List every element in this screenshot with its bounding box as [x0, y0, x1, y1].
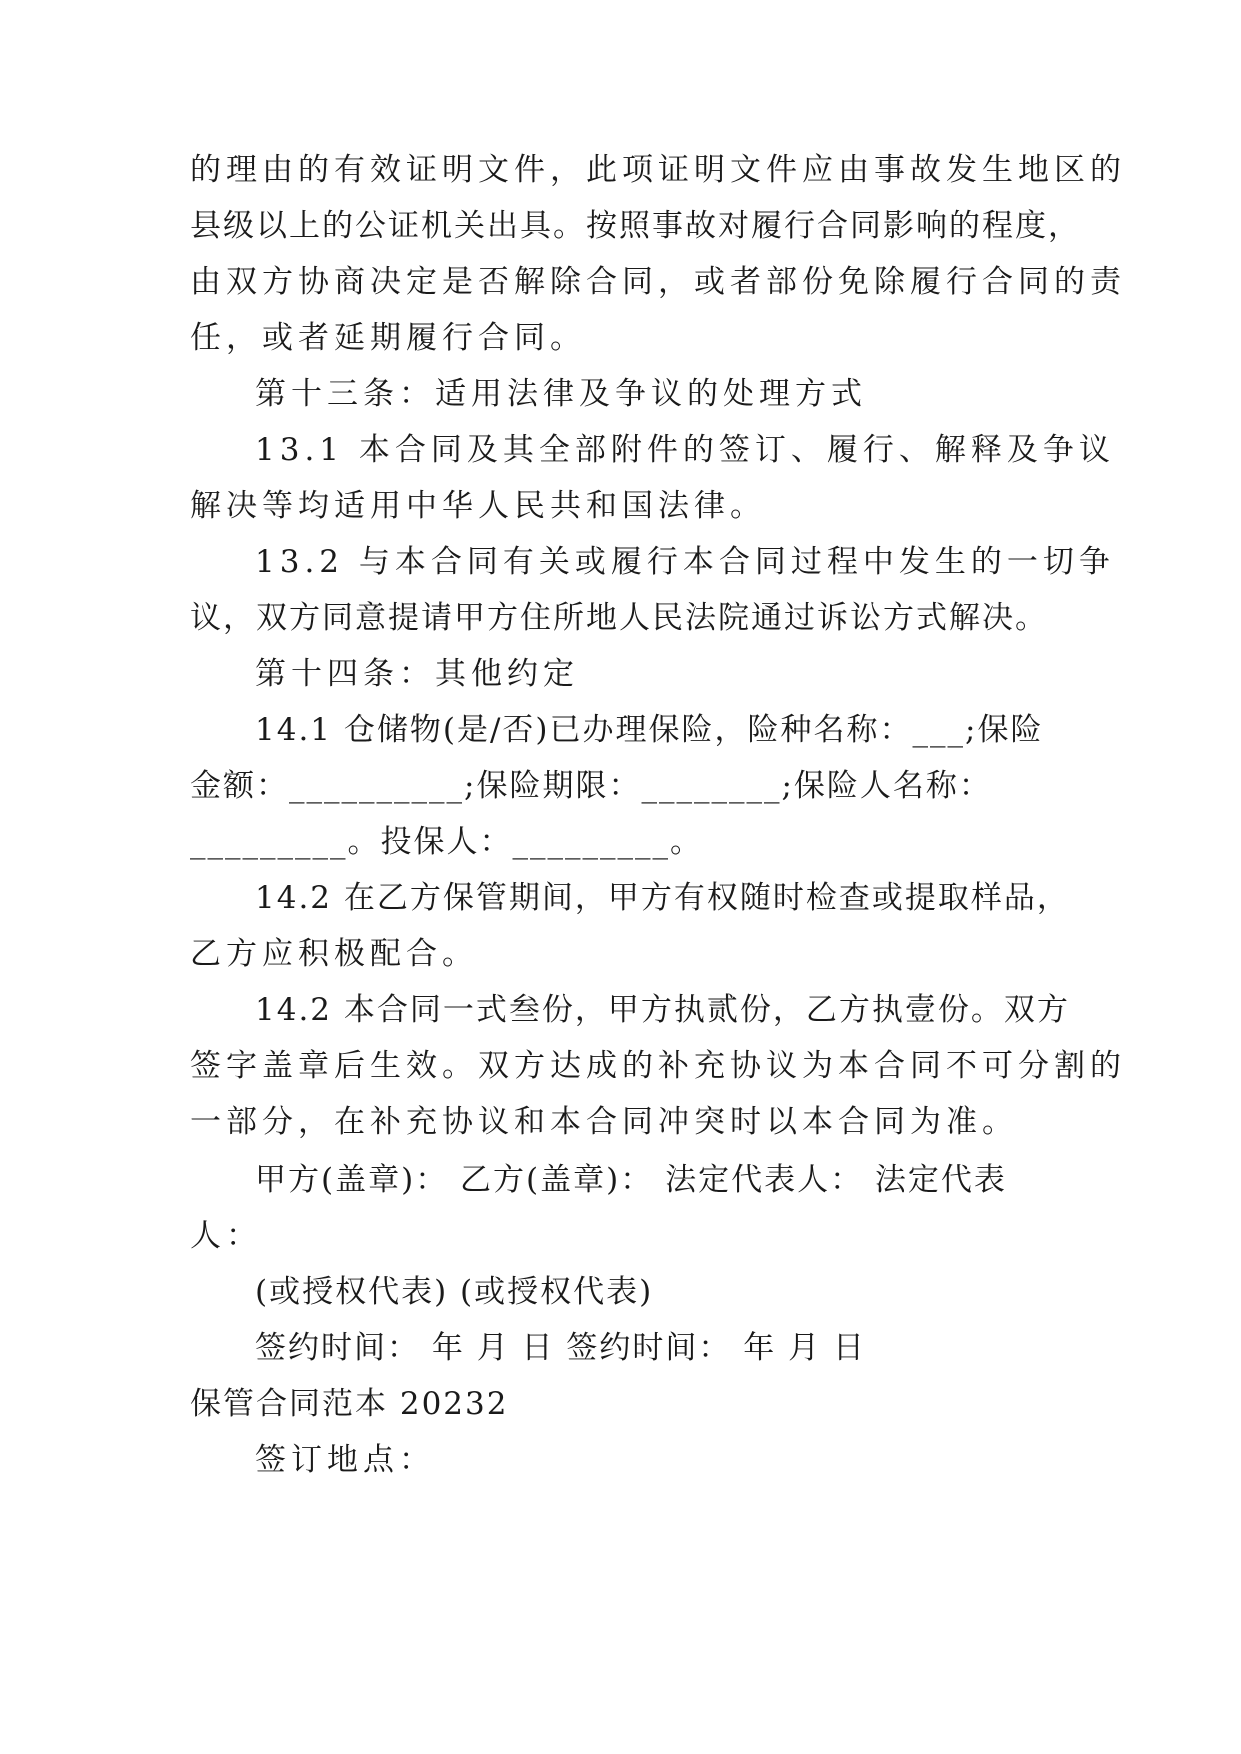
- paragraph-line: 一部分，在补充协议和本合同冲突时以本合同为准。: [190, 1104, 1018, 1140]
- paragraph-line: 金额：__________;保险期限：________;保险人名称：: [190, 768, 992, 804]
- signing-place-line: 签订地点：: [255, 1442, 435, 1478]
- paragraph-line: 13.2 与本合同有关或履行本合同过程中发生的一切争: [255, 544, 1115, 580]
- document-title: 保管合同范本 20232: [190, 1386, 509, 1422]
- signature-line: 甲方(盖章)： 乙方(盖章)： 法定代表人： 法定代表: [255, 1162, 1007, 1198]
- signature-date-line: 签约时间： 年 月 日 签约时间： 年 月 日: [255, 1330, 866, 1366]
- paragraph-line: 议，双方同意提请甲方住所地人民法院通过诉讼方式解决。: [190, 600, 1048, 636]
- section-heading: 第十四条：其他约定: [255, 656, 579, 692]
- signature-line: (或授权代表) (或授权代表): [255, 1274, 654, 1310]
- section-heading: 第十三条：适用法律及争议的处理方式: [255, 376, 867, 412]
- signature-line: 人：: [190, 1218, 262, 1254]
- paragraph-line: 任，或者延期履行合同。: [190, 320, 586, 356]
- paragraph-line: 13.1 本合同及其全部附件的签订、履行、解释及争议: [255, 432, 1115, 468]
- paragraph-line: 14.1 仓储物(是/否)已办理保险，险种名称：___;保险: [255, 712, 1044, 748]
- paragraph-line: 14.2 本合同一式叁份，甲方执贰份，乙方执壹份。双方: [255, 992, 1070, 1028]
- paragraph-line: _________。投保人：_________。: [190, 824, 703, 860]
- paragraph-line: 由双方协商决定是否解除合同，或者部份免除履行合同的责: [190, 264, 1126, 300]
- paragraph-line: 乙方应积极配合。: [190, 936, 478, 972]
- paragraph-line: 14.2 在乙方保管期间，甲方有权随时检查或提取样品，: [255, 880, 1070, 916]
- paragraph-line: 的理由的有效证明文件，此项证明文件应由事故发生地区的: [190, 152, 1126, 188]
- paragraph-line: 解决等均适用中华人民共和国法律。: [190, 488, 766, 524]
- paragraph-line: 签字盖章后生效。双方达成的补充协议为本合同不可分割的: [190, 1048, 1126, 1084]
- paragraph-line: 县级以上的公证机关出具。按照事故对履行合同影响的程度，: [190, 208, 1081, 244]
